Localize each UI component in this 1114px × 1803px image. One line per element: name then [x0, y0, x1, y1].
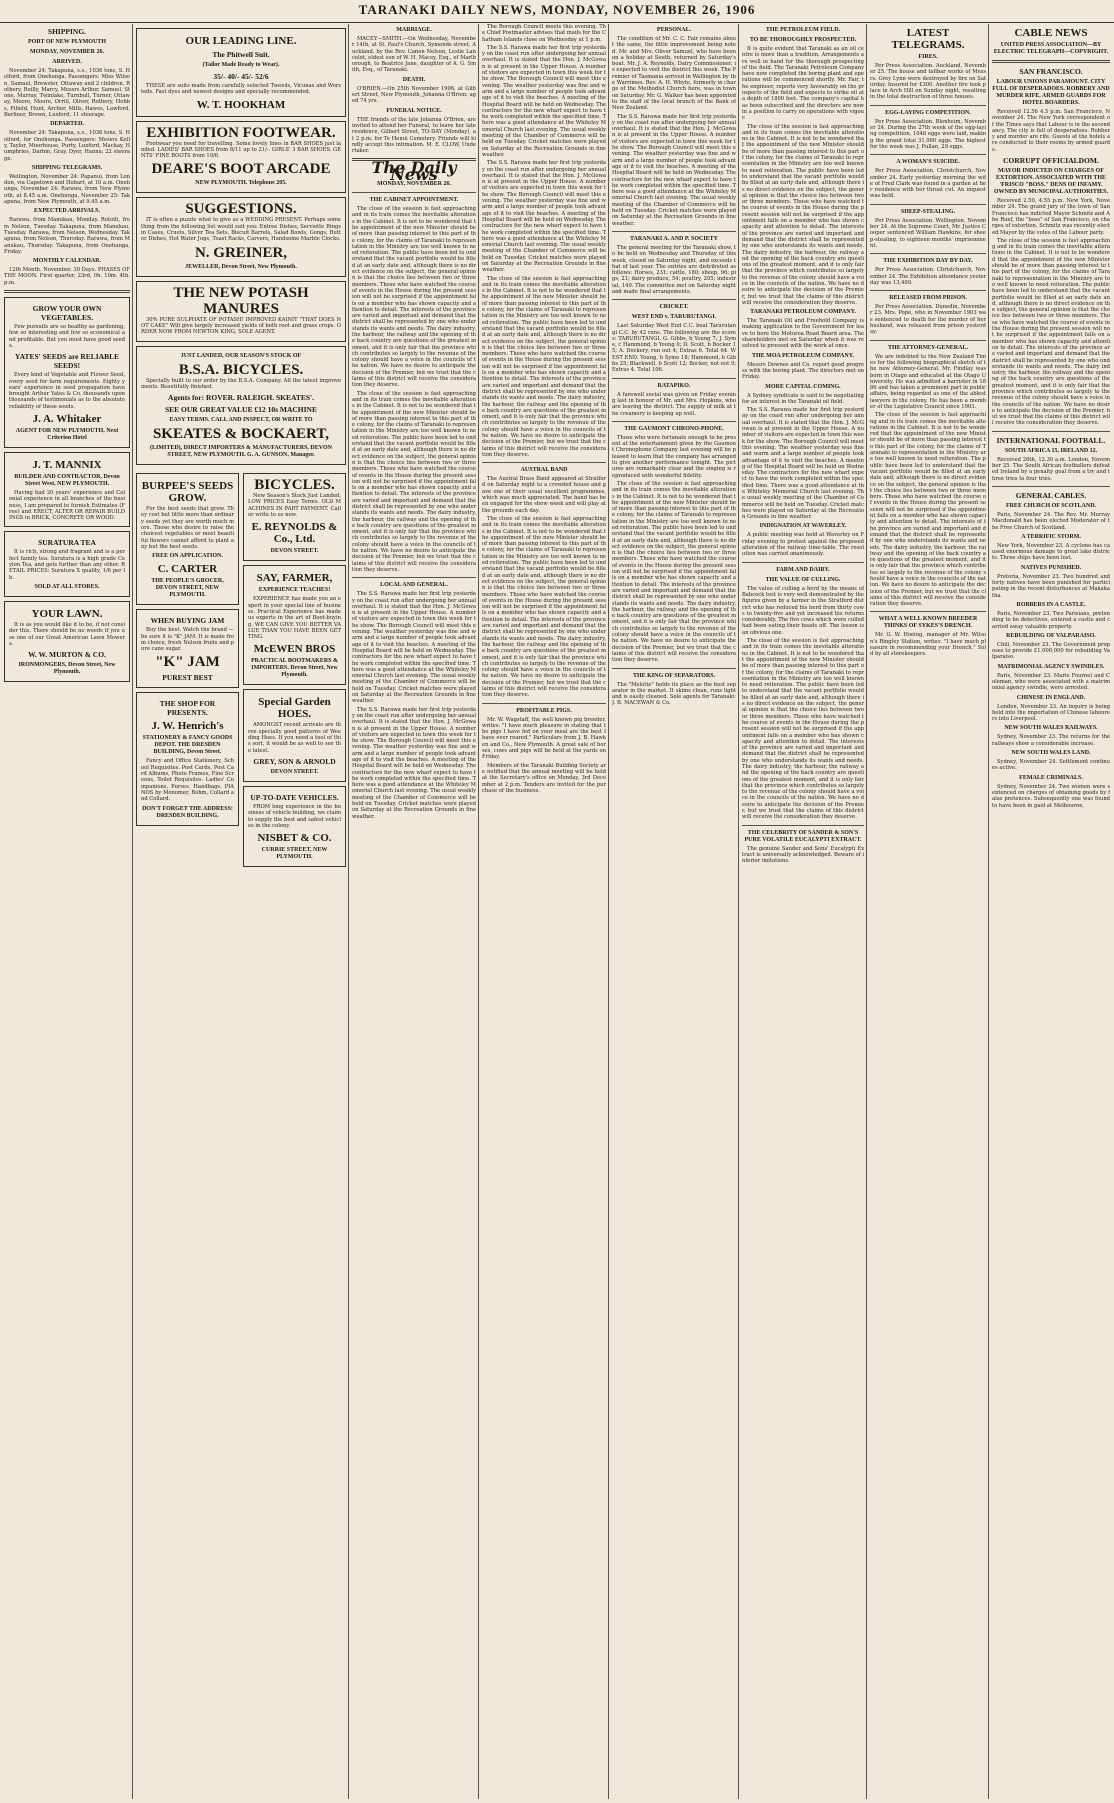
separators-heading: THE KING OF SEPARATORS. [632, 672, 716, 679]
divider [612, 231, 736, 232]
nisbet-ad [243, 786, 346, 867]
murton-name: W. W. MURTON & CO. [28, 650, 106, 660]
grow-heading: GROW YOUR OWN VEGETABLES. [32, 304, 102, 323]
capital-text-cont: The S.S. Rarawa made her first trip yesterday on the coast run after undergoing her annual overhaul. It is stated that the Hon. J. McGowan is at present in the Upper House. A number of visitors are expected in town this week for the show. The Borough Council will meet this evening. The weather yesterday was fine and warm and a large number of people took advantage of it to visit the beaches. A meeting of the Hospital Board will be held on Wednesday. The contractors for the new wharf expect to have the work completed within the specified time. There was a good attendance at the Whiteley Memorial Church last evening. The usual weekly meeting of the Chamber of Commerce will be held on Tuesday. Cricket matches were played on Saturday at the Recreation Grounds in fine weather. [742, 407, 864, 521]
calendar-text: 12th Month. November. 30 Days. PHASES OF THE MOON. First quarter, 23rd, 0h. 10m. 4th. p.m. [4, 267, 130, 286]
gaumont-heading: THE GAUMONT CHRONO-PHONE. [624, 425, 724, 432]
cullen-text: The genuine Sander and Sons' Eucalypti Extract is universally acknowledged. Beware of inferior imitations. [742, 845, 864, 865]
deare-ad [136, 121, 346, 194]
sf-text: Received 12.56 4.5 p.m. San Francisco, November 24. The New York correspondent of the Times says that Labour is in the ascendancy. The city is full of desperadoes. Robbery and murder are rife. Guests at the hotels are conducted to their rooms by armed guards. [992, 109, 1110, 153]
suit-sub: (Tailor Made Ready to Wear). [202, 62, 280, 68]
death-heading: DEATH. [402, 76, 426, 83]
shipping-telegrams-heading: SHIPPING TELEGRAMS. [31, 164, 103, 171]
pigs-heading: PROFITABLE PIGS. [516, 707, 572, 714]
taps-heading: TARANAKI A. AND P. SOCIETY [629, 235, 719, 242]
whitaker-name: J. A. Whitaker [32, 412, 102, 425]
released-heading: RELEASED FROM PRISON. [889, 295, 967, 302]
corrupt-heads: MAYOR INDICTED ON CHARGES OF EXTORTION. ASSOCIATED WITH THE 'FRISCO "BOSS." DENS OF INFAMY. OWNED BY MUNICIPAL AUTHORITIES. [993, 168, 1109, 196]
divider [612, 299, 736, 300]
natives-text: Pretoria, November 23. Two hundred and forty natives have been punished for participating in the recent disturbances at Makakatha. [992, 573, 1110, 599]
greiner-sub: JEWELLER, Devon Street, New Plymouth. [185, 263, 297, 270]
cable-news-heading: CABLE NEWS [1014, 27, 1088, 39]
column-rule [478, 24, 479, 1799]
editorial-heading: THE CABINET APPOINTMENT. [369, 197, 459, 204]
column-rule [608, 24, 609, 1799]
breeder-heading: WHAT A WELL KNOWN BREEDER THINKS OF SYKES'S DRENCH. [878, 616, 978, 630]
bsa-text: Specially built to our order by the B.S.A. Company. All the latest improvements. Beautifully finished. [141, 377, 341, 390]
jam-question: WHEN BUYING JAM [150, 616, 225, 626]
ads-row [136, 469, 346, 871]
cricket-heading: CRICKET. [659, 304, 689, 311]
expected-text: Rarawa, from Manukau, Monday. Rotoiti, from Nelson, Tuesday. Takapuna, from Manukau, Tuesday. Rarawa, from Nelson, Wednesday. Takapuna, from Nelson, Thursday. Rarawa, from Manukau, Thursday. Takapuna, from Onehunga, Friday. [4, 217, 130, 255]
jam-ad [136, 609, 239, 688]
death-text: O'BRIEN.—On 25th November 1906, at Gilbert Street, New Plymouth, Johanna O'Brien; aged 74 yrs. [352, 85, 476, 105]
cricket-sub: WEST END v. TARURUTANGI. [631, 314, 717, 321]
local-text-col4: The S.S. Rarawa made her first trip yesterday on the coast run after undergoing her annual overhaul. It is stated that the Hon. J. McGowan is at present in the Upper House. A number of visitors are expected in town this week for the show. The Borough Council will meet this evening. The weather yesterday was fine and warm and a large number of people took advantage of it to visit the beaches. A meeting of the Hospital Board will be held on Wednesday. The contractors for the new wharf expect to have the work completed within the specified time. There was a good attendance at the Whiteley Memorial Church last evening. The usual weekly meeting of the Chamber of Commerce will be held on Tuesday. Cricket matches were played on Saturday at the Recreation Grounds in fine weather. [482, 44, 606, 158]
suratura-ad [4, 531, 130, 596]
divider [352, 577, 476, 578]
intro-text: The Borough Council meets this evening. The Chief Postmaster advises that mails for the Chatham Islands close on Wednesday at 1 p.m. [482, 24, 606, 43]
arrived-heading: ARRIVED. [52, 59, 82, 65]
shipping-date: MONDAY, NOVEMBER 26. [30, 49, 104, 55]
natives-heading: NATIVES PUNISHED. [1020, 564, 1082, 571]
gaumont-text: Those who were fortunate enough to be present at the entertainment given by the Gaumont Chronophone Company last evening will be pleased to learn that the company has arranged to give another performance tonight. The pictures are remarkably clear and the singing is reproduced with wonderful fidelity. [612, 434, 736, 479]
masthead: TARANAKI DAILY NEWS, MONDAY, NOVEMBER 26, 1906 [0, 0, 1114, 23]
nswland-text: Sydney, November 24. Settlement continues active. [992, 759, 1110, 772]
bsa-ad [136, 346, 346, 466]
reynolds-ad [243, 473, 346, 561]
grow-text: Few pursuits are so healthy as gardening, few so interesting and few so economical and profitable. But you must have good seeds. [9, 324, 125, 349]
suicide-heading: A WOMAN'S SUICIDE. [896, 159, 960, 166]
cricket-text: Last Saturday West End C.C. beat Tarurutangi C.C. by 42 runs. The following are the scores: TARURUTANGI. G. Gibbs, b Young 7; J. Syme, c Hammond, b Young 0; D. Scott, b Bocker 15; A. Dockery, run out 4; Extras 6. Total 64. WEST END. Young, b Syme 18; Hammond, b Gibbs 25; Blackwell, b Scott 12; Bocker, not out 9; Extras 4. Total 106. [612, 323, 736, 374]
released-text: Per Press Association. Dunedin, November 23. Mrs. Pope, who in November 1903 was sentenced to death for the murder of her husband, was released from prison yesterday. [870, 304, 986, 336]
sheep-heading: SHEEP-STEALING. [900, 208, 956, 215]
bsa-agents: Agents for: ROVER. RALEIGH. SKEATES'. [168, 393, 314, 403]
deare-name: DEARE'S BOOT ARCADE [151, 161, 331, 178]
nsw-text: Sydney, November 23. The returns for the railways show a considerable increase. [992, 734, 1110, 747]
local-heading: LOCAL AND GENERAL. [380, 582, 448, 589]
suicide-text: Per Press Association. Christchurch, November 24. Early yesterday morning the wife of Fred Clark was found in a garden at her residence with her throat cut. An inquest was held. [870, 168, 986, 200]
marriage-text: MACEY—SMITH.—On Wednesday, November 14th, at St. Paul's Church, Symonds street, Auckland, by the Rev. Canon Nelson, Leslie Lancelot, eldest son of W. H. Macey, Esq., of Marlborough, to Beatrice Jane, daughter of A. G. Smith, Esq., of Taranaki. [352, 36, 476, 74]
divider [870, 253, 986, 254]
moa-heading: THE MOA PETROLEUM COMPANY. [751, 352, 854, 359]
suggestions-text: IT is often a puzzle what to give as a WEDDING PRESENT. Perhaps something from the following list would suit you: Entree Dishes, Serviette Rings in Cases, Cruets, Silver Tea Sets, Biscuit Barrels, Salad Bowls, Gongs, Butter Dishes, Hot Water Jugs, Toast Racks, Carvers, Handsome Marble Clocks. [141, 217, 341, 243]
gaumont-text-cont: The close of the session is fast approaching and in its train comes the inevitable alterations in the Cabinet. It is not to be wondered that the appointment of the new Minister should be of more than passing interest to this part of the colony, for the claims of Taranaki to representation in the Ministry are too well known to need reiteration. The public have been led to understand that the vacant portfolio would be filled at an early date and, although there is no direct evidence on the subject, the general opinion is that the choice lies between two or three members. Those who have watched the course of events in the House during the present session will not be surprised if the appointment falls on a member who has shown capacity and attention to detail. The interests of the province are varied and important and demand that the district shall be represented by one who understands its wants and needs. The dairy industry, the harbour, the railway and the opening of the back country are questions of the greatest moment, and it is only fair that the province which contributes so largely to the revenue of the colony should have a voice in the councils of the nation. We have no desire to anticipate the decision of the Premier, but we trust that the claims of this district will receive the consideration they deserve. [612, 480, 736, 664]
column-editorial [352, 24, 476, 1799]
farmer-sub: EXPERIENCE TEACHES! [258, 587, 331, 594]
taps-text: The general meeting for the Taranaki show, to be held on Wednesday and Thursday of this week, closed on Saturday night, and exceeds that of last year. The entries are distributed as follows: Horses, 231; cattle, 180; sheep, 96; pigs, 21; dairy produce, 54; poultry, 205; industrial, 140. The committee met on Saturday night and made final arrangements. [612, 244, 736, 295]
reynolds-sub: DEVON STREET. [270, 548, 319, 555]
tpc-text: The Taranaki Oil and Freehold Company is making application to the Government for leave to bore the Moturoa Road Board area. The shareholders met on Saturday when it was resolved to proceed with the work at once. [742, 318, 864, 350]
egg-text: Per Press Association. Blenheim, November 24. During the 27th week of the egg-laying competition, 1048 eggs were laid, making the grand total 31,060 eggs. The highest for the week was J. Pullan, 29 eggs. [870, 118, 986, 150]
suit-name: The Phitwell Suit. [212, 50, 270, 59]
sold-text: SOLD AT ALL STORES. [34, 583, 100, 590]
personal-text-cont: The S.S. Rarawa made her first trip yesterday on the coast run after undergoing her annual overhaul. It is stated that the Hon. J. McGowan is at present in the Upper House. A number of visitors are expected in town this week for the show. The Borough Council will meet this evening. The weather yesterday was fine and warm and a large number of people took advantage of it to visit the beaches. A meeting of the Hospital Board will be held on Wednesday. The contractors for the new wharf expect to have the work completed within the specified time. There was a good attendance at the Whiteley Memorial Church last evening. The usual weekly meeting of the Chamber of Commerce will be held on Tuesday. Cricket matches were played on Saturday at the Recreation Grounds in fine weather. [612, 113, 736, 227]
storm-text: New York, November 23. A cyclone has caused enormous damage to great lake districts. Three ships have been lost. [992, 542, 1110, 562]
vehicles-text: FROM long experience in the business of vehicle building, we claim to supply the best and safest vehicles in the colony. [248, 803, 341, 829]
cable-sub: UNITED PRESS ASSOCIATION—BY ELECTRIC TELEGRAPH—COPYRIGHT. [993, 42, 1109, 55]
funeral-heading: FUNERAL NOTICE. [386, 107, 442, 114]
column-cables [992, 24, 1110, 1799]
attorney-text-cont: The close of the session is fast approaching and in its train comes the inevitable alterations in the Cabinet. It is not to be wondered that the appointment of the new Minister should be of more than passing interest to this part of the colony, for the claims of Taranaki to representation in the Ministry are too well known to need reiteration. The public have been led to understand that the vacant portfolio would be filled at an early date and, although there is no direct evidence on the subject, the general opinion is that the choice lies between two or three members. Those who have watched the course of events in the House during the present session will not be surprised if the appointment falls on a member who has shown capacity and attention to detail. The interests of the province are varied and important and demand that the district shall be represented by one who understands its wants and needs. The dairy industry, the harbour, the railway and the opening of the back country are questions of the greatest moment, and it is only fair that the province which contributes so largely to the revenue of the colony should have a voice in the councils of the nation. We have no desire to anticipate the decision of the Premier, but we trust that the claims of this district will receive the consideration they deserve. [870, 412, 986, 608]
burpee-text: For the best seeds that grow. They cost but little more than ordinary seeds yet they are worth much more. Those who desire to raise the choicest vegetables or most beautiful flowers cannot afford to plant any but the best seeds. [141, 506, 234, 550]
departed-text: November 24: Takapuna, s.s., 1036 tons, S. Holford, for Onehunga. Passengers: Messrs Kelly, Taylor, Moorhouse, Purty, Luxford, Mackay, Humphries, Darbin, Gray, Dyer, Hanna; 22 steerage. [4, 130, 130, 162]
divider [612, 421, 736, 422]
farmer-text: EXPERIENCE has made you an expert in your special line of business. Practical Experience has made us experts in the art of Boot-buying. WE CAN GIVE YOU BETTER VALUE THAN YOU HAVE BEEN GETTING. [248, 596, 341, 641]
farm-text: The value of culling a herd by the means of Babcock test is very well demonstrated by the figures given by a farmer in the Stratford district who has reduced his herd from thirty cows to twenty-five and yet increased his returns considerably. The five cows which were culled had been eating their heads off. The lesson is an obvious one. [742, 585, 864, 636]
austral-text: The Austral Brass Band appeared at Stratford on Saturday night to a crowded house and gave one of their usual excellent programmes, which was much appreciated. The band has been engaged for the show week and will play at the grounds each day. [482, 476, 606, 514]
henrich-ad [136, 692, 239, 825]
separators-text: The "Melotte" holds its place as the best separator in the market. It skims clean, runs light and is easily cleaned. Sole agents for Taranaki: J. B. MACEWAN & Co. [612, 681, 736, 707]
nsw-heading: NEW SOUTH WALES RAILWAYS. [1004, 725, 1098, 732]
mannix-text: Having had 20 years' experience and Colonial experience in all branches of the business, I am prepared to furnish Estimates (Free) and ERECT, ALTER OR REPAIR BUILDINGS in BRICK, CONCRETE OR WOOD. [9, 489, 125, 522]
hoes-ad [243, 689, 346, 781]
lawn-text: It is as you would like it to be, if not consider this. There should be no weeds if you use one of our Great American Lawn Mowers. [9, 621, 125, 647]
nisbet-sub: CURRIE STREET, NEW PLYMOUTH. [261, 847, 328, 861]
column-telegrams [870, 24, 986, 1799]
corrupt-heading: CORRUPT OFFICIALDOM. [1003, 156, 1099, 166]
henrich-sub: STATIONERY & FANCY GOODS DEPOT. THE DRESDEN BUILDING, Devon Street. [142, 735, 233, 756]
waverley-text: A public meeting was held at Waverley on Friday evening to protest against the proposed alteration of the railway time-table. The resolution was carried unanimously. [742, 532, 864, 558]
bsa-great-value: SEE OUR GREAT VALUE £12 10s MACHINE [165, 405, 317, 415]
column-personal [612, 24, 736, 1799]
editorial-text-col4: The close of the session is fast approaching and in its train comes the inevitable alterations in the Cabinet. It is not to be wondered that the appointment of the new Minister should be of more than passing interest to this part of the colony, for the claims of Taranaki to representation in the Ministry are too well known to need reiteration. The public have been led to understand that the vacant portfolio would be filled at an early date and, although there is no direct evidence on the subject, the general opinion is that the choice lies between two or three members. Those who have watched the course of events in the House during the present session will not be surprised if the appointment falls on a member who has shown capacity and attention to detail. The interests of the province are varied and important and demand that the district shall be represented by one who understands its wants and needs. The dairy industry, the harbour, the railway and the opening of the back country are questions of the greatest moment, and it is only fair that the province which contributes so largely to the revenue of the colony should have a voice in the councils of the nation. We have no desire to anticipate the decision of the Premier, but we trust that the claims of this district will receive the consideration they deserve. [482, 275, 606, 458]
dresden-text: DON'T FORGET THE ADDRESS: DRESDEN BUILDING. [142, 805, 233, 819]
leading-line: OUR LEADING LINE. [185, 35, 297, 47]
column-rule [866, 24, 867, 1799]
attorney-text: We are indebted to the New Zealand Times for the following biographical sketch of the new Attorney-General. Mr. Findlay was born in Otago and educated at the Otago University. He was admitted a barrister in 1886 and has taken a prominent part in public affairs, being regarded as one of the ablest lawyers in the colony. He has been a member of the Legislative Council since 1903. [870, 353, 986, 410]
female-heading: FEMALE CRIMINALS. [1019, 774, 1083, 781]
marriage-heading: MARRIAGE. [396, 27, 432, 33]
divider [870, 340, 986, 341]
petroleum-sub: TO BE THOROUGHLY PROSPECTED. [749, 37, 857, 43]
nswland-heading: NEW SOUTH WALES LAND. [1011, 750, 1091, 757]
divider [742, 562, 864, 563]
mcewen-ad [243, 565, 346, 685]
attorney-heading: THE ATTORNEY-GENERAL. [888, 344, 968, 351]
arrived-text: November 24: Takapuna, s.s., 1036 tons, S. Holford, from Onehunga. Passengers: Miss Wilson, Samuel, Brewster, Ottaway and 2 children, Rothery, Reilly, Marcy, Messrs Arthur, Samuel, Stone, Murray, Twinlake, Turnbull, Turner, Ottaway, Moore, Moore, Orrill, Oliver, Rothery, Hobbs, Fifield, Hunt, Archer, Mills, Hawes, Lawford, Berliner, Brown, Luxford; 11 steerage. [4, 68, 130, 119]
divider [482, 462, 606, 463]
mannix-sub: BUILDER AND CONTRACTOR, Devon Street West, NEW PLYMOUTH. [14, 473, 120, 487]
ratapiko-heading: RATAPIKO. [657, 382, 691, 389]
divider [4, 290, 130, 293]
deare-sub: NEW PLYMOUTH. Telephone 205. [195, 180, 287, 187]
mannix-ad [4, 452, 130, 527]
potash-ad [136, 281, 346, 342]
local-text: The S.S. Rarawa made her first trip yesterday on the coast run after undergoing her annual overhaul. It is stated that the Hon. J. McGowan is at present in the Upper House. A number of visitors are expected in town this week for the show. The Borough Council will meet this evening. The weather yesterday was fine and warm and a large number of people took advantage of it to visit the beaches. A meeting of the Hospital Board will be held on Wednesday. The contractors for the new wharf expect to have the work completed within the specified time. There was a good attendance at the Whiteley Memorial Church last evening. The usual weekly meeting of the Chamber of Commerce will be held on Tuesday. Cricket matches were played on Saturday at the Recreation Grounds in fine weather. [352, 591, 476, 705]
swindle-heading: MATRIMONIAL AGENCY SWINDLES. [997, 663, 1105, 670]
female-text: Sydney, November 24. Two women were sentenced on charges of obtaining goods by false pretences. Subsequently one was found to have been in gaol at Melbourne. [992, 783, 1110, 809]
bsa-easy: EASY TERMS. CALL AND INSPECT, OR WRITE TO [169, 417, 313, 424]
editorial-text-cont: The close of the session is fast approaching and in its train comes the inevitable alterations in the Cabinet. It is not to be wondered that the appointment of the new Minister should be of more than passing interest to this part of the colony, for the claims of Taranaki to representation in the Ministry are too well known to need reiteration. The public have been led to understand that the vacant portfolio would be filled at an early date and, although there is no direct evidence on the subject, the general opinion is that the choice lies between two or three members. Those who have watched the course of events in the House during the present session will not be surprised if the appointment falls on a member who has shown capacity and attention to detail. The interests of the province are varied and important and demand that the district shall be represented by one who understands its wants and needs. The dairy industry, the harbour, the railway and the opening of the back country are questions of the greatest moment, and it is only fair that the province which contributes so largely to the revenue of the colony should have a voice in the councils of the nation. We have no desire to anticipate the decision of the Premier, but we trust that the claims of this district will receive the consideration they deserve. [352, 390, 476, 573]
personal-text: The condition of Mr. C. C. Fair remains about the same, the little improvement being noted. Mr. and Mrs. Oliver Samuel, who have been on a holiday at South, returned by Saturday's boat. Mr. J. A. Reynolds, Dairy Commissioner, is expected to visit the district this week. The Premier of Tasmania arrived in Wellington by the Warrimoo. Rev. A. H. Whyte, formerly in charge of the Methodist Church here, was in town on Saturday. Mr. G. Walker has been appointed to the staff of the local branch of the Bank of New Zealand. [612, 36, 736, 112]
storm-heading: A TERRIFIC STORM. [1021, 533, 1081, 540]
austral-heading: AUSTRAL BAND [520, 467, 568, 474]
capital-text: A Sydney syndicate is said to be negotiating for an interest in the Taranaki oil field. [742, 392, 864, 405]
divider [482, 703, 606, 704]
funeral-text: THE friends of the late Johanna O'Brien, are invited to attend her Funeral, to leave her late residence, Gilbert Street, TO-DAY (Monday), at 2 p.m. for Te Henui Cemetery. Friends will kindly accept this intimation. M. E. CLOW, Undertaker. [352, 116, 476, 155]
lawn-ad [4, 601, 130, 682]
shipping-telegrams-text: Wellington, November 24: Papanui, from London, via Capetown and Hobart, at 10 a.m. Onehunga, November 24: Rarawa, from New Plymouth, at 8.45 a.m. Onehunga, November 25: Takapuna, from New Plymouth, at 9.45 a.m. [4, 173, 130, 206]
personal-heading: PERSONAL. [656, 27, 692, 33]
column-petroleum [742, 24, 864, 1799]
church-heading: FREE CHURCH OF SCOTLAND. [1005, 502, 1097, 509]
shipping-heading: SHIPPING. [47, 27, 87, 36]
skeates-name: SKEATES & BOCKAERT, [152, 426, 330, 443]
fires-text: Per Press Association. Auckland, November 25. The house and tollbar works of Messrs. Grey Lynn were destroyed by fire on Saturday. Insured for £300. Another fire took place in Arch Hill on Sunday night, resulting in the total destruction of three houses. [870, 63, 986, 101]
exhibition-day-text: Per Press Association. Christchurch, November 24. The Exhibition attendance yesterday was 13,400. [870, 267, 986, 286]
lawn-heading: YOUR LAWN. [31, 607, 103, 620]
column-rule [348, 24, 349, 1799]
football-text: Received 26th, 12.30 a.m. London, November 25. The South African footballers defeated Ireland by a penalty goal from a try and three tries to four tries. [992, 456, 1110, 482]
murton-sub: IRONMONGERS, Devon Street, New Plymouth. [18, 662, 116, 676]
divider [870, 611, 986, 612]
column-general [482, 24, 606, 1799]
capital-heading: MORE CAPITAL COMING. [765, 383, 841, 390]
petroleum-text-cont: The close of the session is fast approaching and in its train comes the inevitable alterations in the Cabinet. It is not to be wondered that the appointment of the new Minister should be of more than passing interest to this part of the colony, for the claims of Taranaki to representation in the Ministry are too well known to need reiteration. The public have been led to understand that the vacant portfolio would be filled at an early date and, although there is no direct evidence on the subject, the general opinion is that the choice lies between two or three members. Those who have watched the course of events in the House during the present session will not be surprised if the appointment falls on a member who has shown capacity and attention to detail. The interests of the province are varied and important and demand that the district shall be represented by one who understands its wants and needs. The dairy industry, the harbour, the railway and the opening of the back country are questions of the greatest moment, and it is only fair that the province which contributes so largely to the revenue of the colony should have a voice in the councils of the nation. We have no desire to anticipate the decision of the Premier, but we trust that the claims of this district will receive the consideration they deserve. [742, 123, 864, 306]
hookham-text: THESE are suits made from carefully selected Tweeds, Vicunas and Worsteds. Fast dyes and newest designs and specially recommended. [141, 83, 341, 96]
kjam-sub: PUREST BEST [162, 673, 213, 683]
yates-heading: YATES' SEEDS are RELIABLE SEEDS! [14, 352, 120, 371]
divider [612, 378, 736, 379]
shop-heading: THE SHOP FOR PRESENTS. [159, 699, 216, 718]
ads-left [136, 469, 239, 871]
sf-heads: LABOUR UNIONS PARAMOUNT. CITY FULL OF DESPERADOES. ROBBERY AND MURDER RIFE. ARMED GUARDS FOR HOTEL BOARDERS. [992, 79, 1110, 106]
suit-prices: 35/- 40/- 45/- 52/6 [213, 72, 269, 81]
corrupt-text-cont: The close of the session is fast approaching and in its train comes the inevitable alterations in the Cabinet. It is not to be wondered that the appointment of the new Minister should be of more than passing interest to this part of the colony, for the claims of Taranaki to representation in the Ministry are too well known to need reiteration. The public have been led to understand that the vacant portfolio would be filled at an early date and, although there is no direct evidence on the subject, the general opinion is that the choice lies between two or three members. Those who have watched the course of events in the House during the present session will not be surprised if the appointment falls on a member who has shown capacity and attention to detail. The interests of the province are varied and important and demand that the district shall be represented by one who understands its wants and needs. The dairy industry, the harbour, the railway and the opening of the back country are questions of the greatest moment, and it is only fair that the province which contributes so largely to the revenue of the colony should have a voice in the councils of the nation. We have no desire to anticipate the decision of the Premier, but we trust that the claims of this district will receive the consideration they deserve. [992, 237, 1110, 427]
reynolds-name: E. REYNOLDS & Co., Ltd. [251, 521, 338, 546]
port-heading: PORT OF NEW PLYMOUTH [28, 39, 106, 45]
suratura-text: It is rich, strong and fragrant and is a perfect family tea. Suratura is a high grade Ceylon Tea, and gets further than any other. RETAIL PRICES: Suratura X quality, 1/6 per lb. [9, 549, 125, 581]
column-rule [132, 24, 133, 1799]
football-sub: SOUTH AFRICA 15, IRELAND 12. [1004, 447, 1098, 454]
bsa-intro: JUST LANDED, OUR SEASON'S STOCK OF [180, 352, 302, 359]
robbers-text: Paris, November 23. Two Parisians, pretending to be detectives, entered a castle and carried away valuable property. [992, 610, 1110, 630]
divider [352, 192, 476, 193]
yates-text: Every kind of Vegetable and Flower Seed, every seed for farm requirements. Eighty years' experience in seed propagation have brought Arthur Yates & Co. thousands upon thousands of testimonials as to the absolute reliability of these seeds. [9, 372, 125, 410]
whitaker-sub: AGENT FOR NEW PLYMOUTH, Next Criterion Hotel [15, 427, 119, 441]
editorial-text: The close of the session is fast approaching and in its train comes the inevitable alterations in the Cabinet. It is not to be wondered that the appointment of the new Minister should be of more than passing interest to this part of the colony, for the claims of Taranaki to representation in the Ministry are too well known to need reiteration. The public have been led to understand that the vacant portfolio would be filled at an early date and, although there is no direct evidence on the subject, the general opinion is that the choice lies between two or three members. Those who have watched the course of events in the House during the present session will not be surprised if the appointment falls on a member who has shown capacity and attention to detail. The interests of the province are varied and important and demand that the district shall be represented by one who understands its wants and needs. The dairy industry, the harbour, the railway and the opening of the back country are questions of the greatest moment, and it is only fair that the province which contributes so largely to the revenue of the colony should have a voice in the councils of the nation. We have no desire to anticipate the decision of the Premier, but we trust that the claims of this district will receive the consideration they deserve. [352, 206, 476, 389]
valparaiso-heading: REBUILDING OF VALPARAISO. [1006, 632, 1096, 639]
petroleum-text: It is quite evident that Taranaki as an oil centre is more than a tradition. Arrangements are well in hand for the thorough prospecting of the field. The Taranaki Petroleum Company have now completed the boring plant and operations will be commenced shortly. Mr. Fair, the engineer, reports very favourably on the prospects of the field and expects to strike oil at a depth of 1800 feet. The company's capital has been subscribed and the directors are now in a position to carry on operations with vigour. [742, 46, 864, 122]
egg-heading: EGG-LAYING COMPETITION. [885, 109, 971, 116]
greiner-name: N. GREINER, [194, 244, 288, 261]
column-rule [738, 24, 739, 1799]
yates-ad [4, 297, 130, 448]
bicycles-heading: BICYCLES. [254, 477, 335, 494]
carter-name: C. CARTER [157, 563, 218, 576]
grey-name: GREY, SON & ARNOLD [253, 756, 336, 766]
skeates-sub: (LIMITED), DIRECT IMPORTERS & MANUFACTURERS, DEVON STREET, NEW PLYMOUTH. G. A. GUNSON, Manager. [150, 445, 332, 459]
grey-sub: DEVON STREET. [270, 768, 319, 775]
hookham-name: W. T. HOOKHAM [196, 98, 286, 111]
swindle-text: Paris, November 23. Marie Fournel and Coleman, who were associated with a matrimonial agency swindle, were arrested. [992, 672, 1110, 692]
moa-text: Messrs Downes and Co. report good progress with the boring plant. The directors met on Friday. [742, 361, 864, 381]
hoes-text: AMONGST recent arrivals are three specially good patterns of Weeding Hoes. If you need a tool of this sort, it would be as well to see the latest. [248, 722, 341, 754]
mcewen-name: McEWEN BROS [253, 643, 336, 656]
divider [992, 431, 1110, 432]
austral-text-cont: The close of the session is fast approaching and in its train comes the inevitable alterations in the Cabinet. It is not to be wondered that the appointment of the new Minister should be of more than passing interest to this part of the colony, for the claims of Taranaki to representation in the Ministry are too well known to need reiteration. The public have been led to understand that the vacant portfolio would be filled at an early date and, although there is no direct evidence on the subject, the general opinion is that the choice lies between two or three members. Those who have watched the course of events in the House during the present session will not be surprised if the appointment falls on a member who has shown capacity and attention to detail. The interests of the province are varied and important and demand that the district shall be represented by one who understands its wants and needs. The dairy industry, the harbour, the railway and the opening of the back country are questions of the greatest moment, and it is only fair that the province which contributes so largely to the revenue of the colony should have a voice in the councils of the nation. We have no desire to anticipate the decision of the Premier, but we trust that the claims of this district will receive the consideration they deserve. [482, 515, 606, 699]
divider [870, 290, 986, 291]
divider [992, 486, 1110, 487]
vehicles-heading: UP-TO-DATE VEHICLES. [250, 792, 339, 802]
cullen-heading: THE CELEBRITY OF SANDER & SON'S PURE VOLATILE EUCALYPTI EXTRACT. [744, 829, 862, 843]
local-text-cont: The S.S. Rarawa made her first trip yesterday on the coast run after undergoing her annual overhaul. It is stated that the Hon. J. McGowan is at present in the Upper House. A number of visitors are expected in town this week for the show. The Borough Council will meet this evening. The weather yesterday was fine and warm and a large number of people took advantage of it to visit the beaches. A meeting of the Hospital Board will be held on Wednesday. The contractors for the new wharf expect to have the work completed within the specified time. There was a good attendance at the Whiteley Memorial Church last evening. The usual weekly meeting of the Chamber of Commerce will be held on Tuesday. Cricket matches were played on Saturday at the Recreation Grounds in fine weather. [352, 706, 476, 820]
ratapiko-text: A farewell social was given on Friday evening last in honour of Mr. and Mrs. Hopkins, who are leaving the district. The supply of milk at the creamery is keeping up well. [612, 391, 736, 417]
local-text-col4b: The S.S. Rarawa made her first trip yesterday on the coast run after undergoing her annual overhaul. It is stated that the Hon. J. McGowan is at present in the Upper House. A number of visitors are expected in town this week for the show. The Borough Council will meet this evening. The weather yesterday was fine and warm and a large number of people took advantage of it to visit the beaches. A meeting of the Hospital Board will be held on Wednesday. The contractors for the new wharf expect to have the work completed within the specified time. There was a good attendance at the Whiteley Memorial Church last evening. The usual weekly meeting of the Chamber of Commerce will be held on Tuesday. Cricket matches were played on Saturday at the Recreation Grounds in fine weather. [482, 160, 606, 274]
hoes-heading: Special Garden HOES. [258, 696, 331, 721]
paper-title: The Daily News [371, 158, 457, 184]
potash-text: 30% PURE SULPHATE OF POTASH! IMPROVED KAINIT "THAT DOES NOT CAKE" Will give largely increased yields of both root and grass crops. ORDER NOW FROM NEWTON KING, SOLE AGENT. [141, 316, 341, 336]
pigs-text: Mr. W. Wagstaff, the well known pig breeder, writes: "I have much pleasure in stating that the pigs I have fed on your meal are the best I have ever reared." Particulars from J. B. Hawken and Co., New Plymouth. A great sale of horses, cows and pigs will be held at the yards on Friday. [482, 716, 606, 761]
potash-heading: THE NEW POTASH MANURES [173, 284, 309, 317]
burpee-free: FREE ON APPLICATION. [152, 553, 223, 560]
mannix-name: J. T. MANNIX [32, 458, 102, 471]
robbers-heading: ROBBERS IN A CASTLE. [1016, 601, 1086, 608]
mcewen-sub: PRACTICAL BOOTMAKERS & IMPORTERS. Devon Street, New Plymouth. [250, 658, 338, 679]
exhibition-heading: EXHIBITION FOOTWEAR. [146, 124, 336, 141]
departed-heading: DEPARTED. [50, 121, 84, 128]
latest-telegrams-heading: LATEST TELEGRAMS. [891, 27, 965, 51]
divider [742, 825, 864, 826]
church-text: Paris, November 24. The Rev. Mr. Murray Macdonald has been elected Moderator of the Free Church of Scotland. [992, 511, 1110, 531]
nisbet-name: NISBET & CO. [257, 832, 332, 845]
burpee-heading: BURPEE'S SEEDS GROW. [141, 480, 234, 505]
carter-sub: THE PEOPLE'S GROCER, DEVON STREET, NEW PLYMOUTH. [151, 578, 224, 599]
henrich-name: J. W. Henrich's [151, 720, 224, 733]
chinese-heading: CHINESE IN ENGLAND. [1016, 694, 1086, 701]
bicycles-text: New Season's Stock Just Landed, LOW PRICES Easy Terms. OLD MACHINES IN PART PAYMENT. Call or write to us now. [248, 493, 341, 519]
calendar-heading: MONTHLY CALENDAR. [33, 258, 101, 265]
expected-heading: EXPECTED ARRIVALS. [34, 208, 100, 215]
divider [870, 105, 986, 106]
hookham-ad [136, 28, 346, 117]
suggestions-heading: SUGGESTIONS. [185, 201, 297, 218]
bsa-heading: B.S.A. BICYCLES. [178, 361, 304, 378]
farm-sub: THE VALUE OF CULLING. [765, 576, 841, 583]
kjam-heading: "K" JAM [155, 654, 220, 671]
henrich-text: Fancy and Office Stationery, School Requisites. Post Cards, Post Card Albums, Photo Frames, Fine Screens, Toilet Requisites. Ladies' Companions, Purses, Handbags. PIANOS by Monomer, Bohm, Collard and Collard. [141, 758, 234, 803]
burpee-ad [136, 473, 239, 605]
divider [870, 204, 986, 205]
greiner-ad [136, 197, 346, 276]
breeder-text: Mr. G. W. Hoeing, manager of Mr. Wilson's Ringley Station, writes: "I have much pleasure in recommending your Drench." Sold by all storekeepers. [870, 632, 986, 658]
exhibition-text: Footwear you need for travelling. Some lovely lines in BAR SHOES just landed. LADIES' BAR SHOES from 8/11 up to 21/-. GIRLS' 3 BAR SHOES. GENTS' FINE BOOTS from 10/6. [141, 140, 341, 160]
farm-heading: FARM AND DAIRY. [776, 566, 830, 573]
chinese-text: London, November 23. An inquiry is being held into the importation of Chinese labourers into Liverpool. [992, 703, 1110, 723]
sheep-text: Per Press Association. Wellington, November 24. At the Supreme Court, Mr. Justice Cooper sentenced William Hawkins, for sheep-stealing, to eighteen months' imprisonment. [870, 217, 986, 249]
farmer-heading: SAY, FARMER, [256, 572, 333, 585]
column-shipping [4, 24, 130, 1799]
divider [870, 154, 986, 155]
farm-text-cont: The close of the session is fast approaching and in its train comes the inevitable alterations in the Cabinet. It is not to be wondered that the appointment of the new Minister should be of more than passing interest to this part of the colony, for the claims of Taranaki to representation in the Ministry are too well known to need reiteration. The public have been led to understand that the vacant portfolio would be filled at an early date and, although there is no direct evidence on the subject, the general opinion is that the choice lies between two or three members. Those who have watched the course of events in the House during the present session will not be surprised if the appointment falls on a member who has shown capacity and attention to detail. The interests of the province are varied and important and demand that the district shall be represented by one who understands its wants and needs. The dairy industry, the harbour, the railway and the opening of the back country are questions of the greatest moment, and it is only fair that the province which contributes so largely to the revenue of the colony should have a voice in the councils of the nation. We have no desire to anticipate the decision of the Premier, but we trust that the claims of this district will receive the consideration they deserve. [742, 638, 864, 821]
editorial-date: MONDAY, NOVEMBER 26. [377, 181, 451, 188]
divider [612, 668, 736, 669]
jam-text: Buy the best. Watch the brand — be sure it is "K" JAM. It is made from choice, fresh Nelson fruits and pure cane sugar. [141, 627, 234, 653]
divider [992, 60, 1110, 63]
general-cables-heading: GENERAL CABLES. [1015, 490, 1087, 500]
waverley-heading: INDIGNATION AT WAVERLEY. [759, 523, 847, 530]
sf-heading: SAN FRANCISCO. [1019, 67, 1083, 76]
fires-heading: FIRES. [918, 54, 938, 60]
corrupt-text: Received 2.50, 4.55 p.m. New York, November 24. The grand jury of the town of San Francisco has indicted Mayor Schmitz and Abe Ruef, the "boss" of San Francisco, on charges of extortion. Schmitz was recently elected Mayor by the votes of the Labour party. [992, 198, 1110, 236]
exhibition-day-heading: THE EXHIBITION DAY BY DAY. [883, 258, 973, 265]
suratura-heading: SURATURA TEA [38, 538, 96, 548]
column-rule [988, 24, 989, 1799]
valparaiso-text: Chili, November 23. The Government proposes to provide £1,000,000 for rebuilding Valparaiso. [992, 641, 1110, 661]
football-heading: INTERNATIONAL FOOTBALL. [996, 435, 1106, 445]
ads-right [243, 469, 346, 871]
column-ads [136, 24, 346, 1799]
tpc-heading: TARANAKI PETROLEUM COMPANY. [750, 309, 856, 316]
petroleum-heading: THE PETROLEUM FIELD. [765, 27, 841, 33]
more-text: Members of the Taranaki Building Society are notified that the annual meeting will be held at the Secretary's office on Monday, 3rd December at 2 p.m. Tenders are invited for the purchase of the business. [482, 762, 606, 794]
